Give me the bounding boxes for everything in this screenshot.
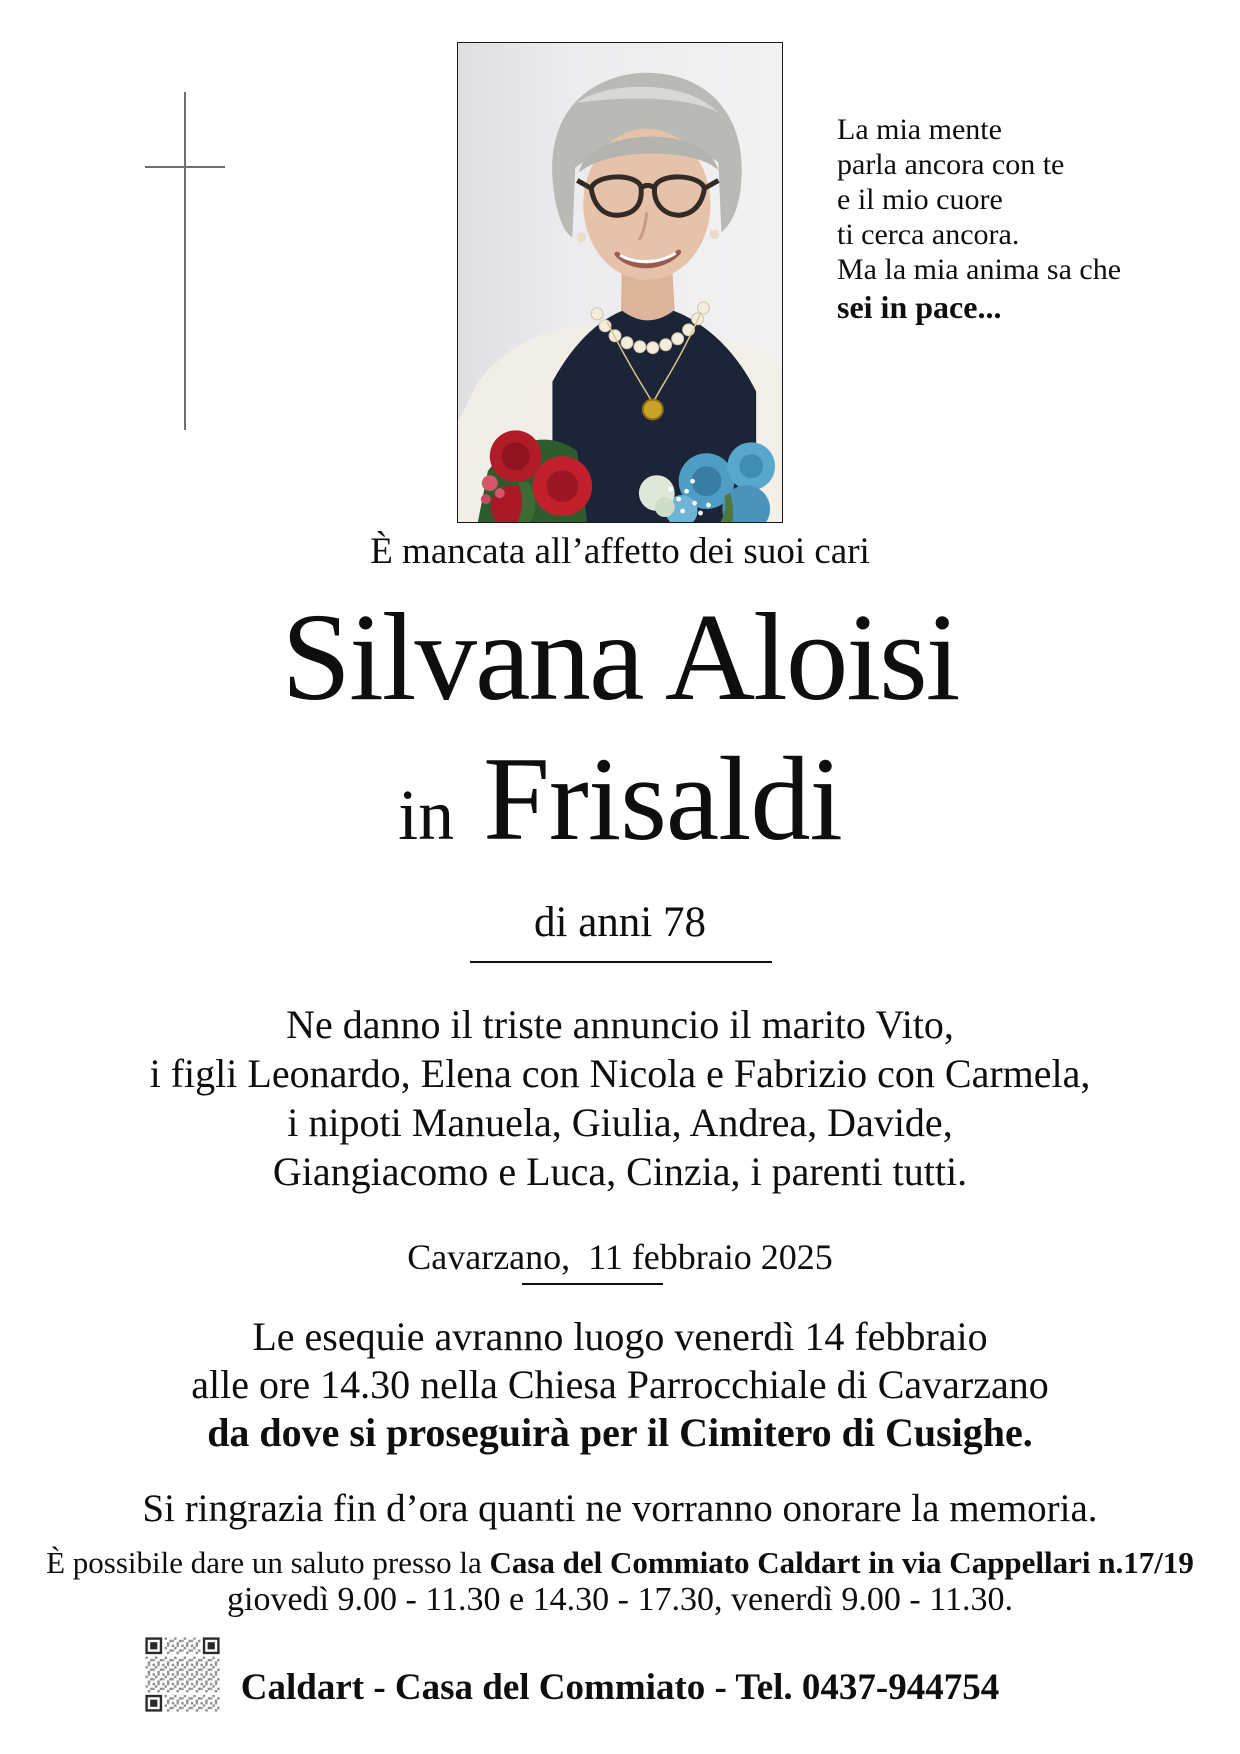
place-date-line: Cavarzano, 11 febbraio 2025 (407, 1237, 833, 1277)
funeral-line: alle ore 14.30 nella Chiesa Parrocchiale di Cavarzano (191, 1362, 1049, 1407)
poem-line: ti cerca ancora. (837, 218, 1020, 251)
poem-line: parla ancora con te (837, 148, 1065, 181)
age-line: di anni 78 (534, 899, 706, 946)
visitation-line (0, 1544, 1240, 1582)
intro-line: È mancata all’affetto dei suoi cari (370, 531, 870, 572)
family-line: i nipoti Manuela, Giulia, Andrea, Davide, (287, 1100, 953, 1145)
date-underline (522, 1283, 663, 1285)
funeral-home-line: Caldart - Casa del Commiato - Tel. 0437-944754 (240, 1667, 1000, 1708)
funeral-details (0, 1313, 1240, 1457)
visitation-bold-text: Casa del Commiato Caldart in via Cappellari n.17/19 (489, 1545, 1194, 1580)
visitation-regular-text: È possibile dare un saluto presso la (46, 1545, 490, 1580)
funeral-bold-line: da dove si proseguirà per il Cimitero di Cusighe. (207, 1410, 1033, 1455)
deceased-name: Silvana Aloisi (281, 589, 959, 727)
thanks-line: Si ringrazia fin d’ora quanti ne vorranno onorare la memoria. (142, 1487, 1098, 1530)
funeral-line: Le esequie avranno luogo venerdì 14 febbraio (252, 1314, 988, 1359)
visitation-hours-line: giovedì 9.00 - 11.30 e 14.30 - 17.30, venerdì 9.00 - 11.30. (227, 1581, 1013, 1618)
family-announcement (0, 1000, 1240, 1196)
family-line: i figli Leonardo, Elena con Nicola e Fabrizio con Carmela, (149, 1051, 1091, 1096)
age-underline (470, 961, 772, 963)
married-surname: Frisaldi (483, 732, 842, 865)
deceased-married-name (0, 732, 1240, 878)
family-line: Giangiacomo e Luca, Cinzia, i parenti tutti. (272, 1149, 968, 1194)
poem-line: La mia mente (837, 113, 1002, 146)
surname-prefix: in (398, 775, 455, 855)
portrait-illustration (458, 43, 782, 522)
memorial-poem (837, 112, 1217, 325)
poem-line: e il mio cuore (837, 183, 1003, 216)
deceased-portrait-photo (457, 42, 783, 523)
poem-line: Ma la mia anima sa che (837, 253, 1122, 286)
poem-bold-line: sei in pace... (837, 289, 1002, 325)
memorial-cross-icon (184, 92, 186, 430)
memorial-cross-icon (145, 166, 225, 168)
family-line: Ne danno il triste annuncio il marito Vito, (286, 1002, 954, 1047)
